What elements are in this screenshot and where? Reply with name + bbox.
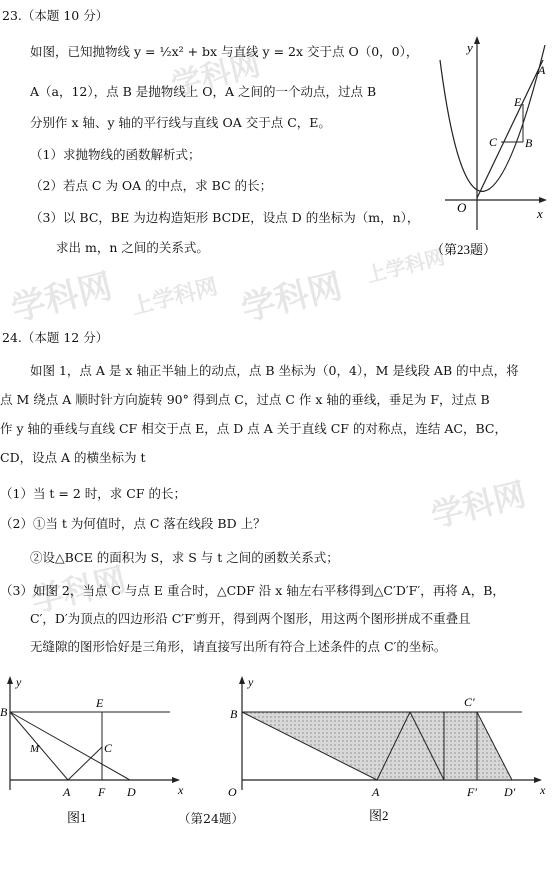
fig24-1-label-b: B xyxy=(0,705,8,719)
q24-part1: （1）当 t = 2 时，求 CF 的长； xyxy=(0,486,186,501)
fig24-2-label-o: O xyxy=(228,785,237,799)
fig23-label-a: A xyxy=(538,63,546,77)
q24-part2: （2）①当 t 为何值时，点 C 落在线段 BD 上？ xyxy=(0,516,266,531)
q23-part3: （3）以 BC，BE 为边构造矩形 BCDE，设点 D 的坐标为（m，n）， xyxy=(30,210,420,225)
fig24-1-label-a: A xyxy=(63,785,71,799)
q23-part2: （2）若点 C 为 OA 的中点，求 BC 的长； xyxy=(30,178,273,193)
q24-caption: （第24题） xyxy=(178,811,244,826)
fig24-2-label-x: x xyxy=(540,783,546,797)
fig24-2-label-b: B xyxy=(230,707,238,721)
fig23-caption: （第23题） xyxy=(431,242,497,257)
fig23-label-y: y xyxy=(467,40,473,55)
q23-line1: 如图，已知抛物线 y = ½x² + bx 与直线 y = 2x 交于点 O（0，0）， xyxy=(30,44,419,59)
fig24-1-label-y: y xyxy=(16,675,22,689)
fig24-1-label-d: D xyxy=(127,785,136,799)
fig23-label-b: B xyxy=(525,136,533,150)
figure-24-1 xyxy=(0,672,200,832)
q23-part3-cont: 求出 m，n 之间的关系式。 xyxy=(56,240,209,255)
figure-24-2 xyxy=(222,672,554,832)
q24-line2: 点 M 绕点 A 顺时针方向旋转 90° 得到点 C，过点 C 作 x 轴的垂线，垂足为 F，过点 B xyxy=(0,392,490,407)
q24-part3b: C′，D′为顶点的四边形沿 C′F′剪开，得到两个图形，用这两个图形拼成不重叠且 xyxy=(30,611,471,626)
q24-part3c: 无缝隙的图形恰好是三角形，请直接写出所有符合上述条件的点 C′的坐标。 xyxy=(30,639,447,654)
watermark: 学科网 xyxy=(427,475,530,535)
fig24-1-label-x: x xyxy=(178,783,184,797)
q23-header: 23.（本题 10 分） xyxy=(2,8,109,23)
q24-line3: 作 y 轴的垂线与直线 CF 相交于点 E，点 D 点 A 关于直线 CF 的对称点，连结 AC，BC， xyxy=(0,421,507,436)
q23-part1: （1）求抛物线的函数解析式； xyxy=(30,147,201,162)
q23-line3: 分别作 x 轴、y 轴的平行线与直线 OA 交于点 C，E。 xyxy=(30,115,331,130)
q24-header: 24.（本题 12 分） xyxy=(2,330,109,345)
watermark: 学科网 xyxy=(7,267,116,329)
q24-part2b: ②设△BCE 的面积为 S，求 S 与 t 之间的函数关系式； xyxy=(30,550,339,565)
watermark: 学科网 xyxy=(168,48,264,103)
fig23-label-c: C xyxy=(489,135,498,149)
watermark: 学科网 xyxy=(237,267,346,329)
watermark: 上学科网 xyxy=(364,246,448,288)
fig24-2-label-f: F′ xyxy=(467,785,477,799)
fig24-1-label-f: F xyxy=(98,785,106,799)
fig24-2-label-a: A xyxy=(372,785,380,799)
fig23-label-o: O xyxy=(457,200,467,215)
q23-line2: A（a，12），点 B 是抛物线上 O，A 之间的一个动点，过点 B xyxy=(30,84,377,99)
fig24-2-caption: 图2 xyxy=(369,808,389,823)
q24-line1: 如图 1，点 A 是 x 轴正半轴上的动点，点 B 坐标为（0，4），M 是线段 AB 的中点，将 xyxy=(30,363,519,378)
fig24-1-label-m: M xyxy=(30,743,40,755)
watermark: 上学科网 xyxy=(128,273,220,320)
fig24-1-label-e: E xyxy=(96,696,104,710)
figure-23 xyxy=(425,30,554,260)
fig24-1-label-c: C xyxy=(104,741,113,755)
fig24-1-caption: 图1 xyxy=(67,810,87,825)
q24-line4: CD，设点 A 的横坐标为 t xyxy=(0,450,146,465)
fig23-label-x: x xyxy=(537,206,543,221)
fig24-2-label-d: D′ xyxy=(504,785,516,799)
q24-part3: （3）如图 2，当点 C 与点 E 重合时，△CDF 沿 x 轴左右平移得到△C′D′F′，再将 A，B， xyxy=(0,583,505,598)
fig23-label-e: E xyxy=(514,95,522,109)
watermark: 学科网 xyxy=(27,560,130,620)
fig24-2-label-c: C′ xyxy=(464,695,475,709)
fig24-2-label-y: y xyxy=(248,675,254,689)
